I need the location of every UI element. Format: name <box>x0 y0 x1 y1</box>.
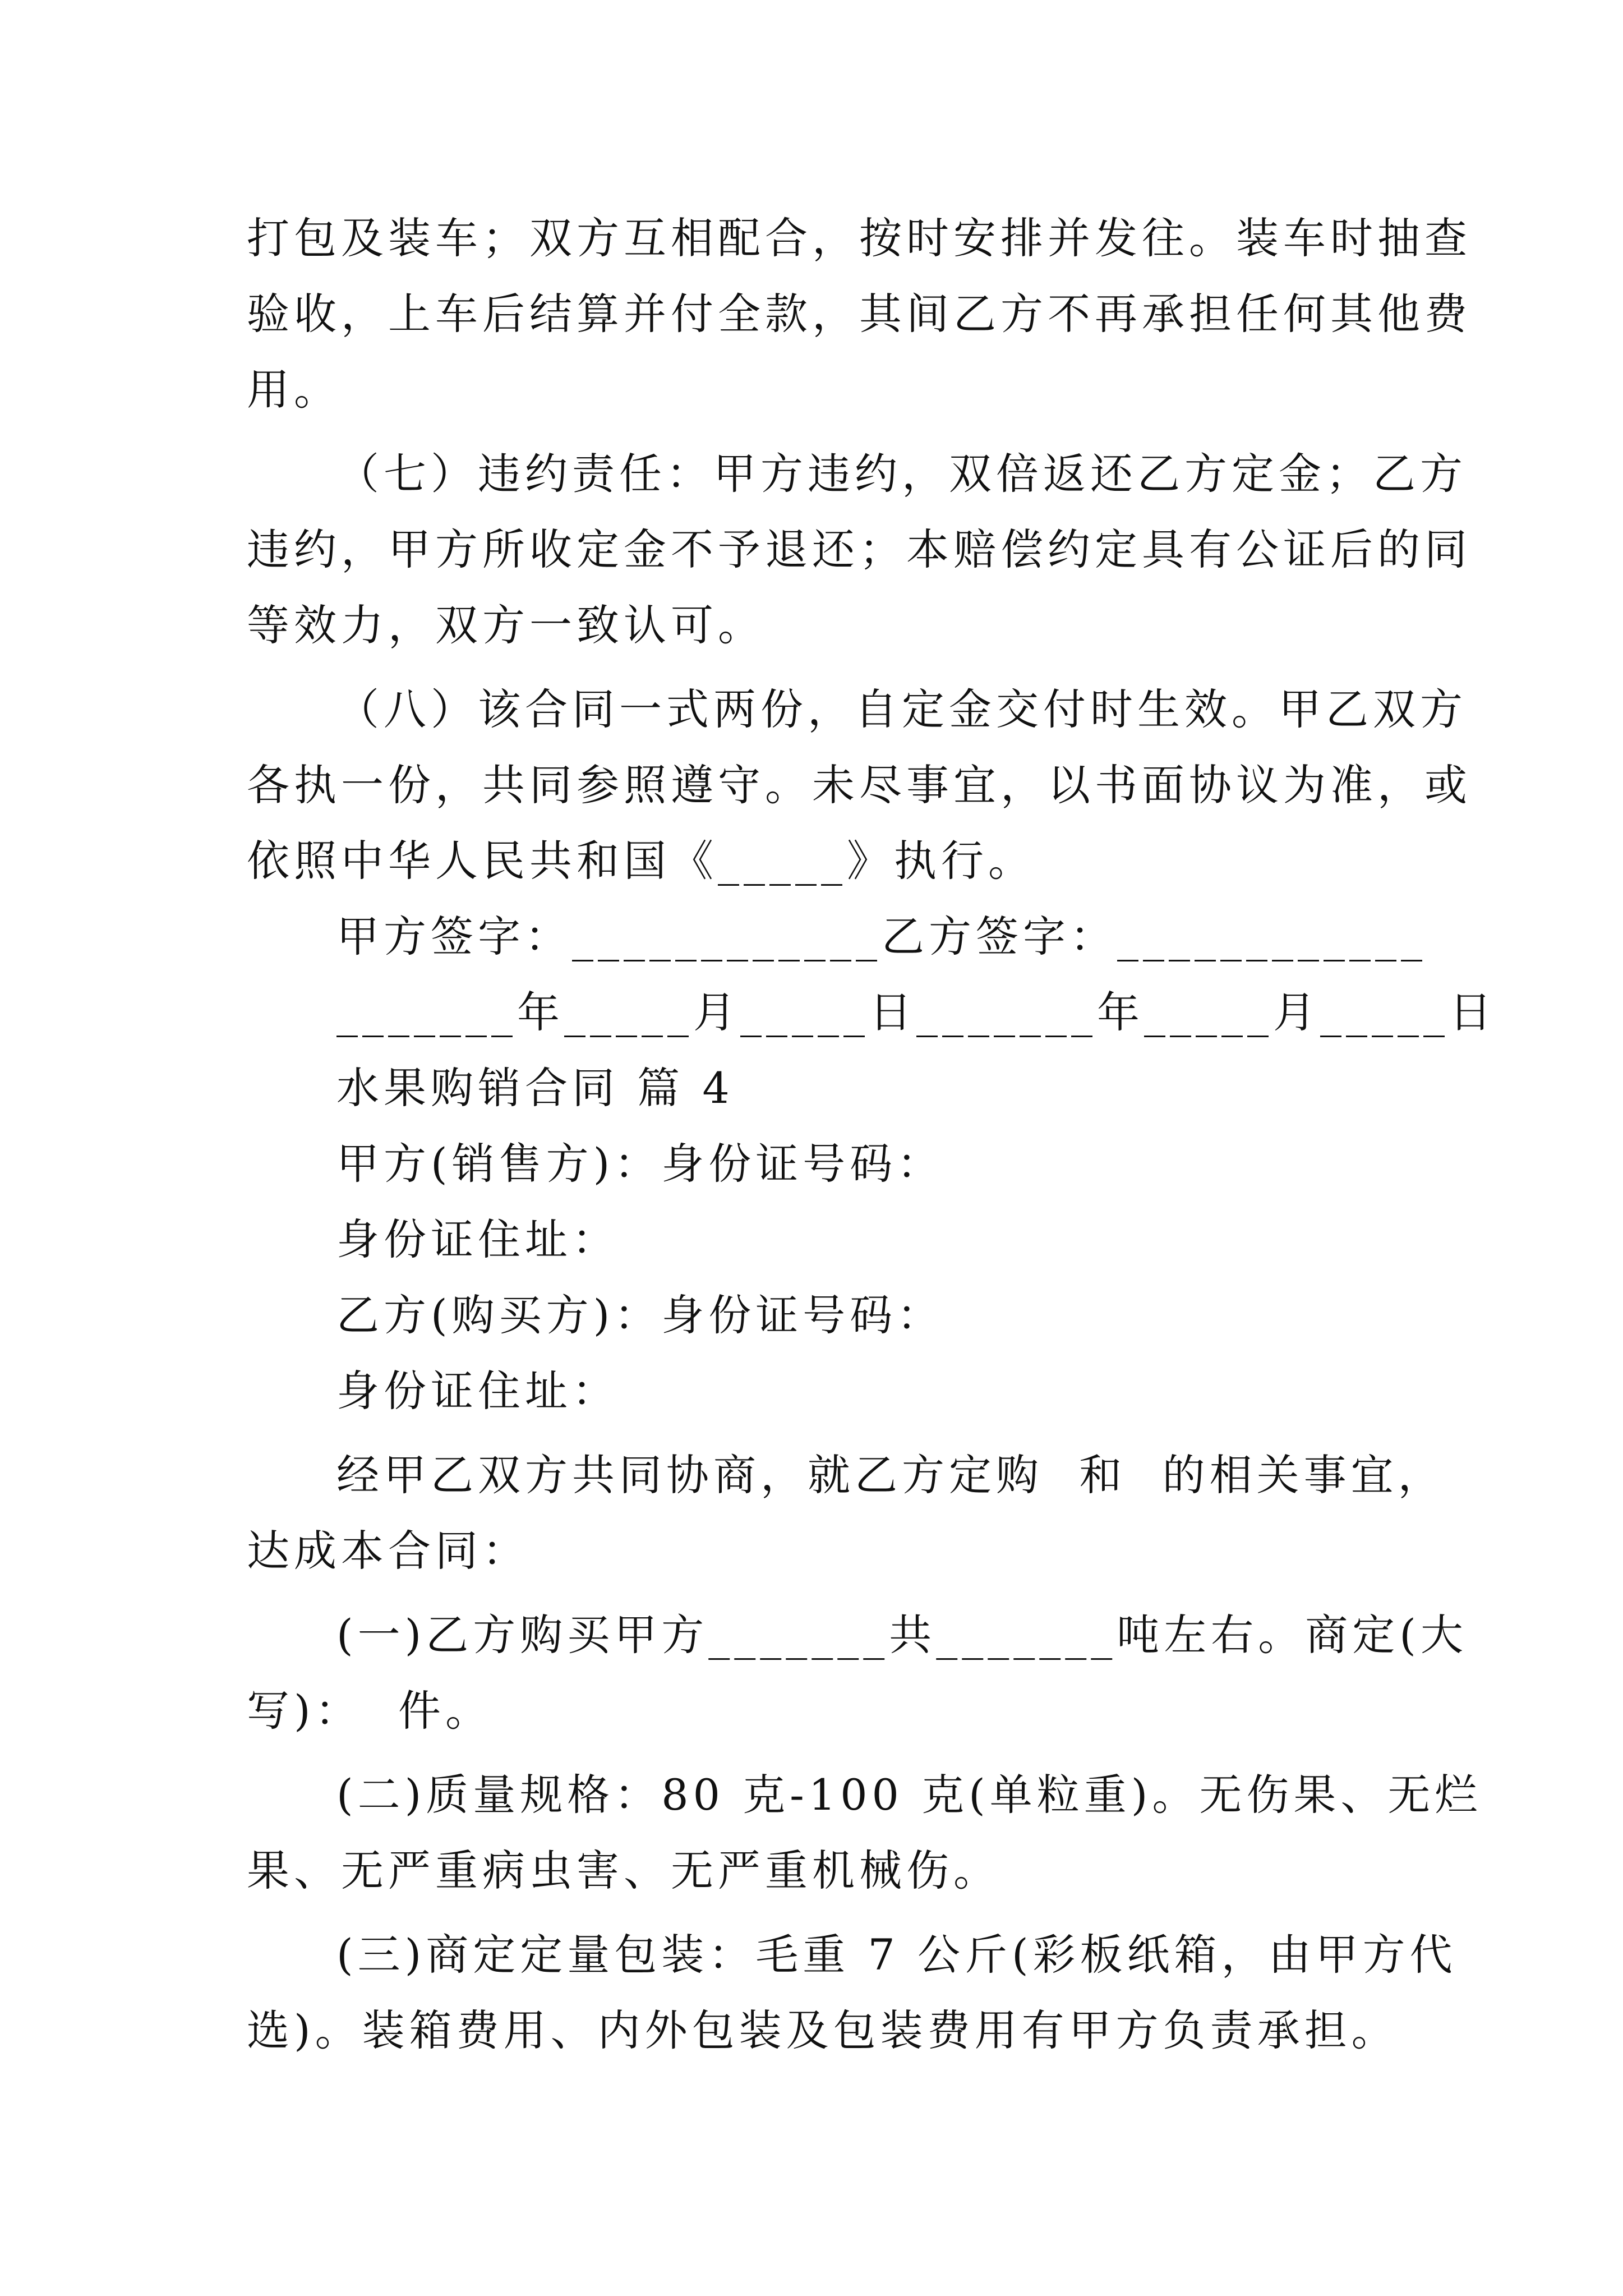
text-line: 写)： 件。 <box>247 1686 492 1736</box>
text-line: 违约，甲方所收定金不予退还；本赔偿约定具有公证后的同 <box>247 524 1472 574</box>
text-line: 甲方(销售方)：身份证号码： <box>336 1139 944 1189</box>
text-line: (三)商定定量包装：毛重 7 公斤(彩板纸箱，由甲方代 <box>336 1930 1457 1980</box>
text-line: （八）该合同一式两份，自定金交付时生效。甲乙双方 <box>336 684 1467 734</box>
text-line: 身份证住址： <box>336 1366 619 1416</box>
text-line: 用。 <box>247 365 341 415</box>
text-line: 乙方(购买方)：身份证号码： <box>336 1290 944 1340</box>
signature-line: 甲方签字：____________乙方签字：____________ <box>336 912 1427 961</box>
text-line: 经甲乙双方共同协商，就乙方定购 和 的相关事宜， <box>336 1450 1445 1500</box>
text-line: （七）违约责任：甲方违约，双倍返还乙方定金；乙方 <box>336 449 1467 499</box>
text-line: (二)质量规格：80 克-100 克(单粒重)。无伤果、无烂 <box>336 1770 1482 1820</box>
text-line: 选)。装箱费用、内外包装及包装费用有甲方负责承担。 <box>247 2005 1399 2055</box>
text-line: 打包及装车；双方互相配合，按时安排并发往。装车时抽查 <box>247 213 1472 263</box>
text-line: 各执一份，共同参照遵守。未尽事宜，以书面协议为准，或 <box>247 760 1472 810</box>
section-heading: 水果购销合同 篇 4 <box>336 1063 734 1113</box>
date-line: _______年_____月_____日_______年_____月_____日 <box>336 987 1496 1037</box>
text-line: 等效力，双方一致认可。 <box>247 600 765 650</box>
text-line: 身份证住址： <box>336 1214 619 1264</box>
text-line: 果、无严重病虫害、无严重机械伤。 <box>247 1846 1000 1895</box>
text-line: 依照中华人民共和国《_____》执行。 <box>247 836 1035 886</box>
text-line: (一)乙方购买甲方_______共_______吨左右。商定(大 <box>336 1610 1468 1660</box>
text-line: 验收，上车后结算并付全款，其间乙方不再承担任何其他费 <box>247 289 1472 339</box>
text-line: 达成本合同： <box>247 1526 529 1576</box>
